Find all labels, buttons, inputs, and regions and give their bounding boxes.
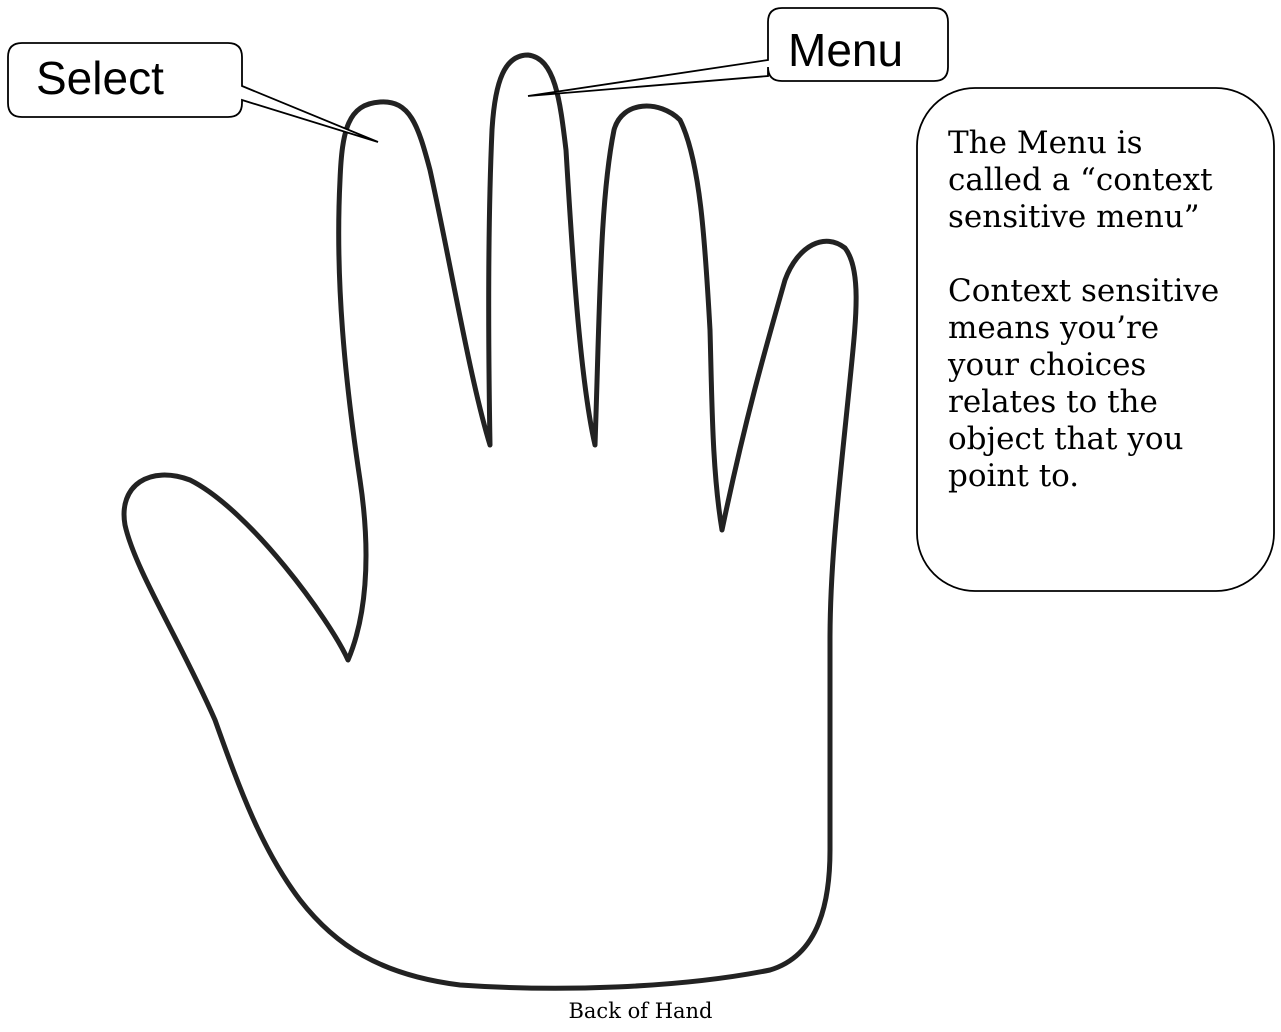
note-line: your choices: [948, 347, 1147, 383]
caption: Back of Hand: [568, 999, 713, 1023]
note-line: means you’re: [948, 310, 1160, 346]
note-line: object that you: [948, 421, 1184, 457]
note-line: The Menu is: [948, 125, 1143, 161]
select-label: Select: [36, 52, 164, 104]
note-line: point to.: [948, 458, 1080, 494]
note-line: Context sensitive: [948, 273, 1220, 309]
note-spacer: [948, 236, 1268, 273]
note-line: relates to the: [948, 384, 1158, 420]
menu-label: Menu: [788, 24, 904, 76]
note-line: sensitive menu”: [948, 199, 1200, 235]
note-line: called a “context: [948, 162, 1213, 198]
note-text: [948, 125, 1268, 495]
hand-outline: [124, 55, 856, 988]
